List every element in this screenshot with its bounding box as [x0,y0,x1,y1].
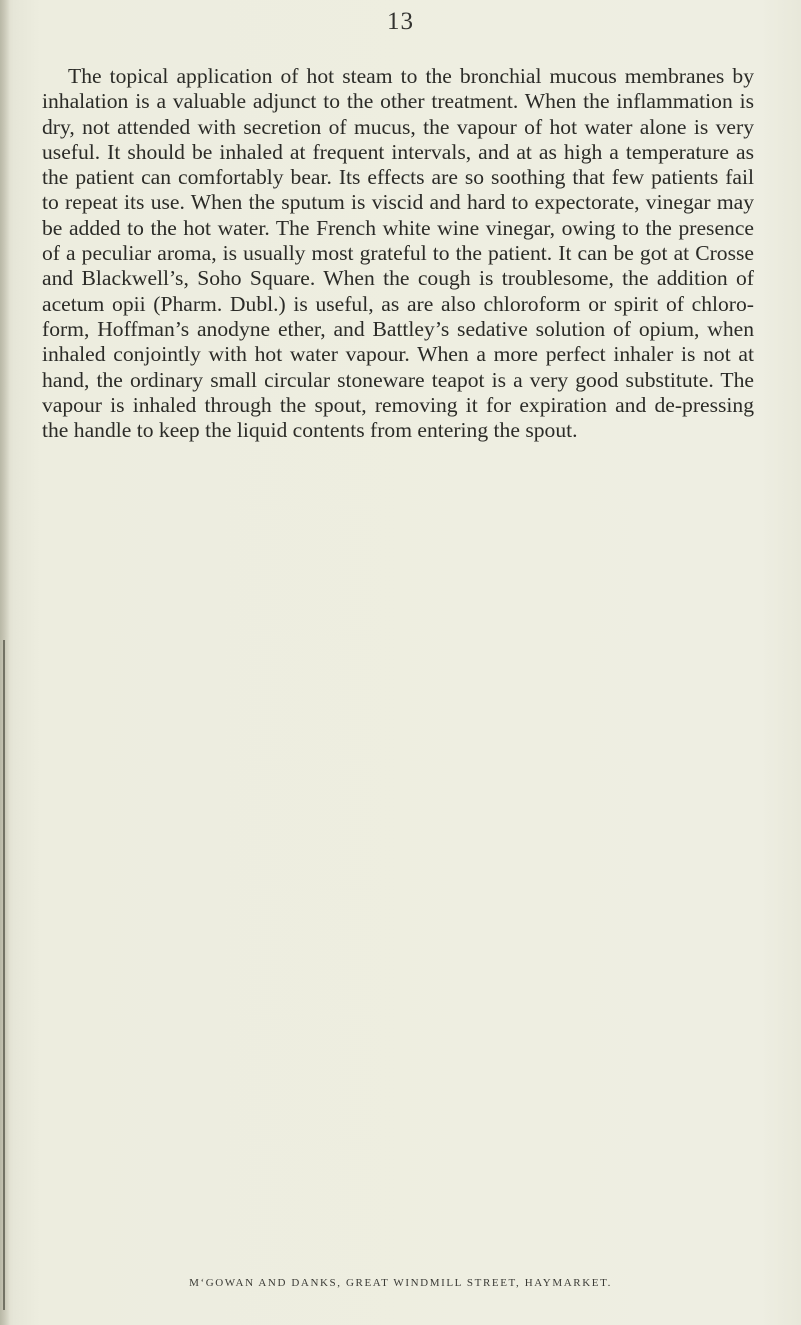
page-number: 13 [387,8,414,35]
body-paragraph: The topical application of hot steam to the bronchial mucous membranes by inhalation is a valuable adjunct to the other treatment. When the inflammation is dry, not attended with secretion of mucus, the vapour of hot water alone is very useful. It should be inhaled at frequent intervals, and at as high a temperature as the patient can comfortably bear. Its effects are so soothing that few patients fail to repeat its use. When the sputum is viscid and hard to expectorate, vinegar may be added to the hot water. The French white wine vinegar, owing to the presence of a peculiar aroma, is usually most grateful to the patient. It can be got at Crosse and Blackwell’s, Soho Square. When the cough is troublesome, the addition of acetum opii (Pharm. Dubl.) is useful, as are also chloroform or spirit of chloro-form, Hoffman’s anodyne ether, and Battley’s sedative solution of opium, when inhaled conjointly with hot water vapour. When a more perfect inhaler is not at hand, the ordinary small circular stoneware teapot is a very good substitute. The vapour is inhaled through the spout, removing it for expiration and de-pressing the handle to keep the liquid contents from entering the spout. [42,64,754,443]
binding-shadow [0,0,10,1325]
gutter-edge [3,640,5,1310]
printer-imprint: M‘GOWAN AND DANKS, GREAT WINDMILL STREET, HAYMARKET. [189,1277,612,1289]
